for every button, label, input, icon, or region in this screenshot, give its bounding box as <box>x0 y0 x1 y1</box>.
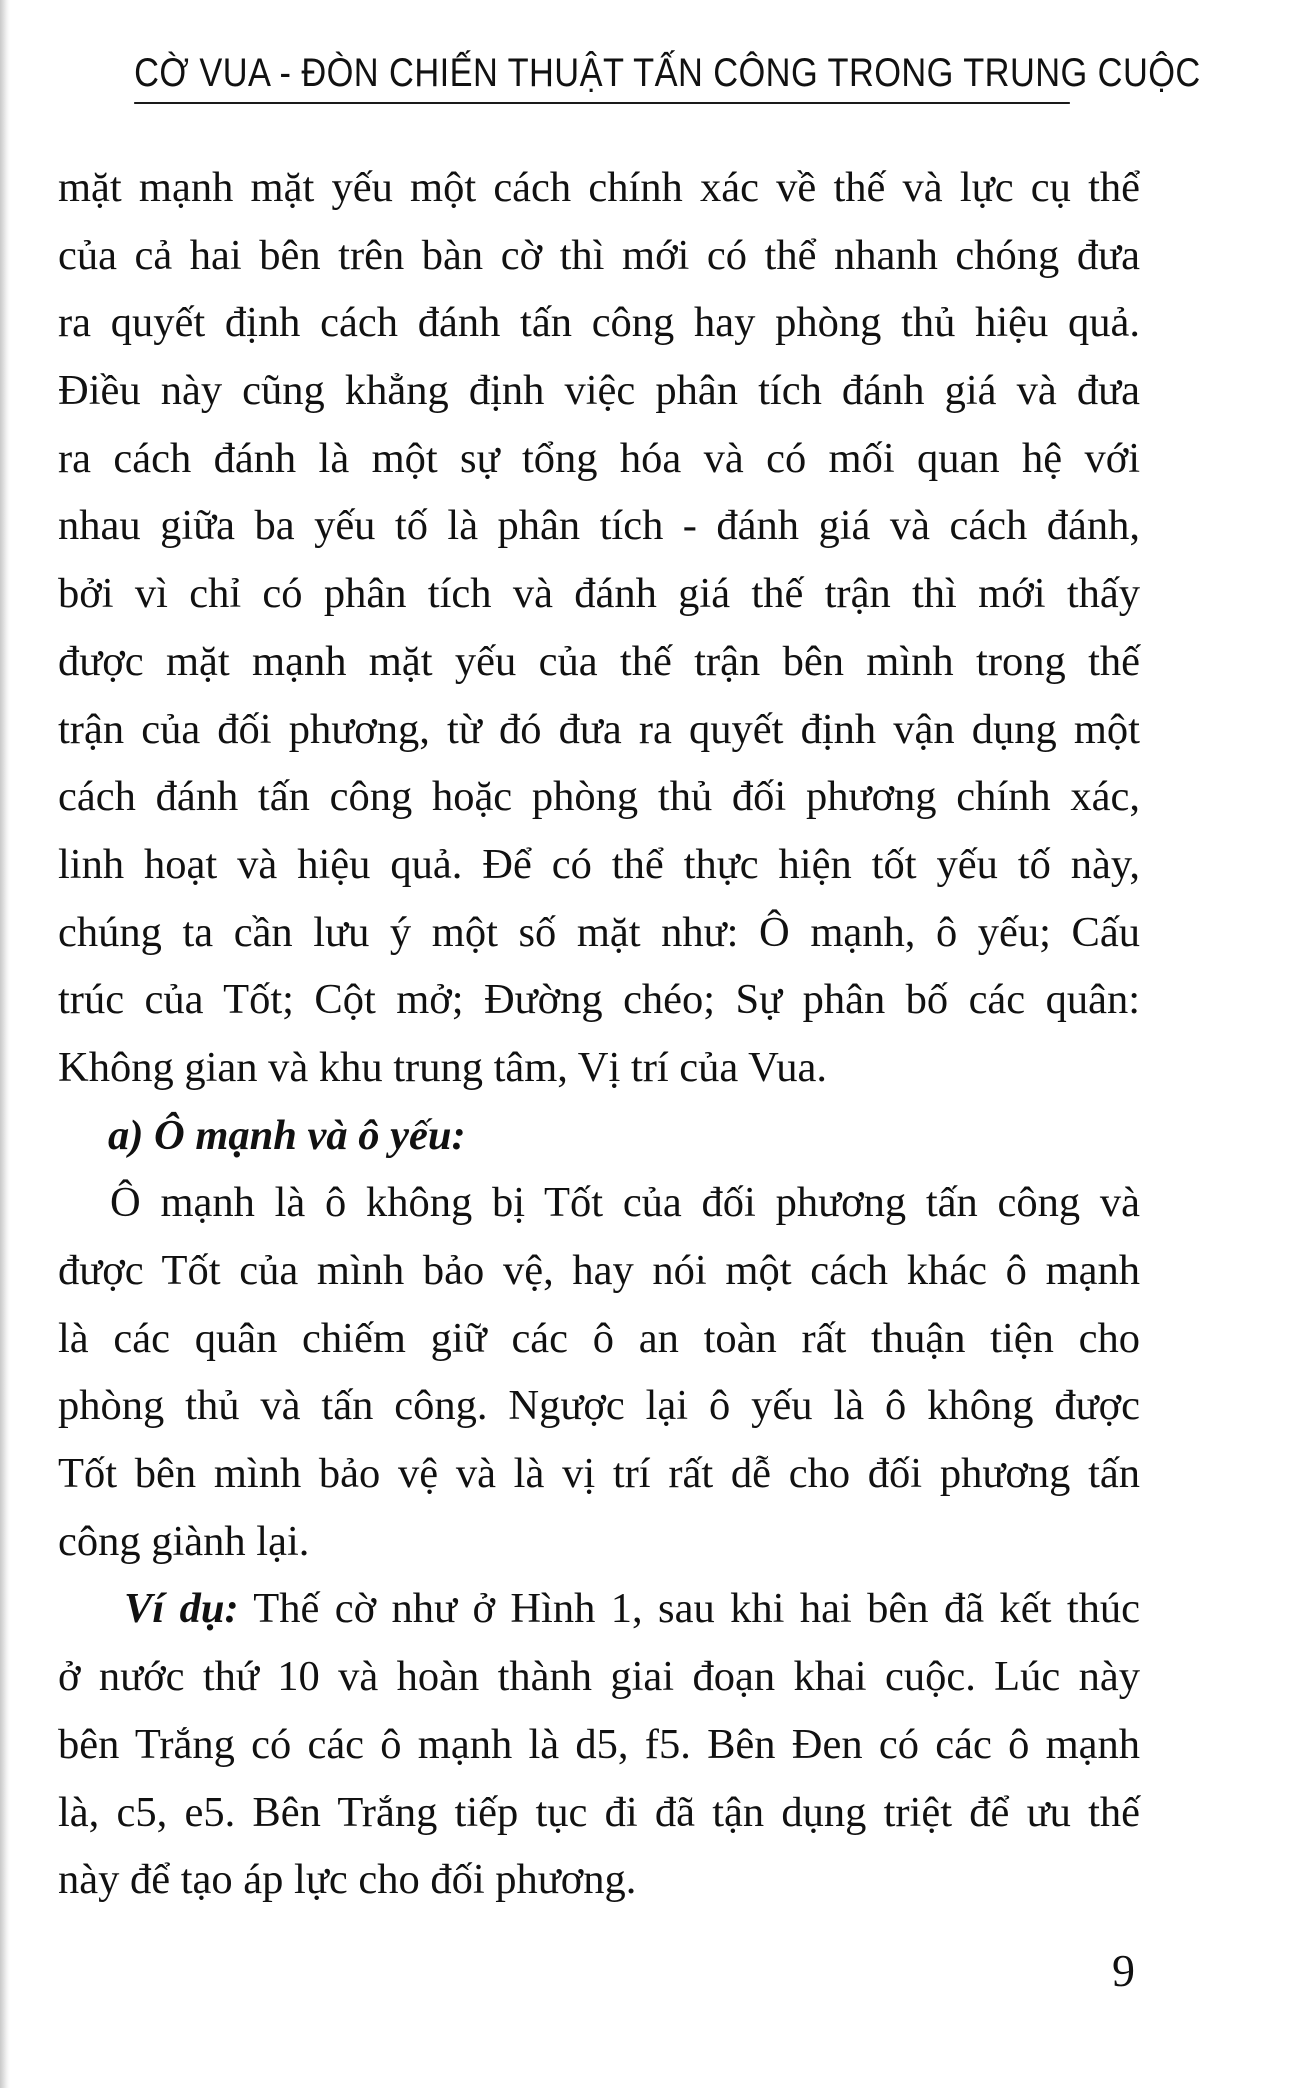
text-line: trúc của Tốt; Cột mở; Đường chéo; Sự phân bố các quân: <box>58 976 1140 1024</box>
text-line: linh hoạt và hiệu quả. Để có thể thực hiện tốt yếu tố này, <box>58 840 1140 888</box>
text-line: này để tạo áp lực cho đối phương. <box>58 1856 637 1904</box>
text-line: ra cách đánh là một sự tổng hóa và có mối quan hệ với <box>58 434 1140 482</box>
text-line: bên Trắng có các ô mạnh là d5, f5. Bên Đen có các ô mạnh <box>58 1720 1140 1768</box>
section-heading: a) Ô mạnh và ô yếu: <box>108 1111 466 1159</box>
example-label: Ví dụ: <box>124 1585 239 1633</box>
running-header: CỜ VUA - ĐÒN CHIẾN THUẬT TẤN CÔNG TRONG TRUNG CUỘC <box>134 44 1070 104</box>
text-line: bởi vì chỉ có phân tích và đánh giá thế trận thì mới thấy <box>58 570 1140 618</box>
text-line: được Tốt của mình bảo vệ, hay nói một cách khác ô mạnh <box>58 1247 1140 1294</box>
text-line: ra quyết định cách đánh tấn công hay phòng thủ hiệu quả. <box>58 299 1140 347</box>
text-line: của cả hai bên trên bàn cờ thì mới có thể nhanh chóng đưa <box>58 231 1140 279</box>
text-line: Ô mạnh là ô không bị Tốt của đối phương tấn công và <box>110 1179 1140 1227</box>
text-line: được mặt mạnh mặt yếu của thế trận bên mình trong thế <box>58 637 1140 685</box>
paragraph-3 <box>58 1575 1140 1913</box>
text-line: chúng ta cần lưu ý một số mặt như: Ô mạnh, ô yếu; Cấu <box>58 908 1140 956</box>
example-text: Thế cờ như ở Hình 1, sau khi hai bên đã kết thúc <box>238 1585 1141 1633</box>
paragraph-2 <box>58 1169 1140 1575</box>
text-line: Không gian và khu trung tâm, Vị trí của Vua. <box>58 1043 828 1091</box>
text-line: ở nước thứ 10 và hoàn thành giai đoạn khai cuộc. Lúc này <box>58 1653 1140 1701</box>
text-line: Điều này cũng khẳng định việc phân tích đánh giá và đưa <box>58 367 1140 415</box>
text-line: phòng thủ và tấn công. Ngược lại ô yếu là ô không được <box>58 1382 1140 1430</box>
paragraph-1 <box>58 154 1140 1102</box>
text-line: cách đánh tấn công hoặc phòng thủ đối phương chính xác, <box>58 773 1140 821</box>
text-line: là các quân chiếm giữ các ô an toàn rất thuận tiện cho <box>58 1314 1140 1362</box>
page-binding-edge <box>0 0 10 2088</box>
page-body <box>58 154 1140 1914</box>
text-line: Tốt bên mình bảo vệ và là vị trí rất dễ cho đối phương tấn <box>58 1450 1140 1498</box>
text-line: là, c5, e5. Bên Trắng tiếp tục đi đã tận dụng triệt để ưu thế <box>58 1788 1140 1836</box>
text-line: công giành lại. <box>58 1517 310 1565</box>
text-line-first <box>58 1575 1140 1643</box>
text-line: nhau giữa ba yếu tố là phân tích - đánh giá và cách đánh, <box>58 502 1140 550</box>
page-number: 9 <box>1112 1945 1135 1996</box>
text-line: mặt mạnh mặt yếu một cách chính xác về thế và lực cụ thể <box>58 164 1140 211</box>
text-line: trận của đối phương, từ đó đưa ra quyết định vận dụng một <box>58 705 1140 753</box>
